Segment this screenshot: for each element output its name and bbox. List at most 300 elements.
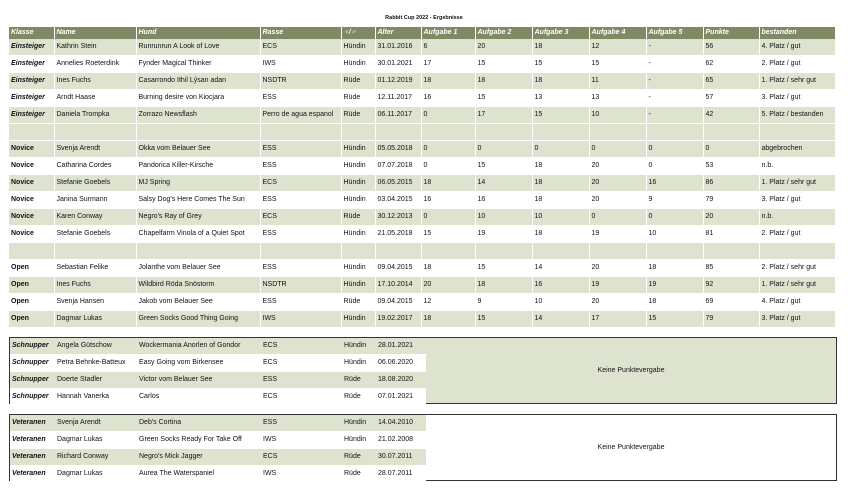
table-cell: 0 — [421, 141, 475, 158]
table-cell: 57 — [703, 90, 759, 107]
table-cell: Rüde — [341, 107, 375, 124]
table-cell — [341, 243, 375, 260]
table-cell: ECS — [260, 175, 341, 192]
table-cell: ESS — [261, 415, 342, 432]
class-cell: Einsteiger — [9, 56, 54, 73]
table-cell: Sebastian Felike — [54, 260, 136, 277]
table-cell: Stefanie Goebels — [54, 226, 136, 243]
table-cell: 20 — [589, 192, 646, 209]
table-cell: 86 — [703, 175, 759, 192]
table-cell: IWS — [260, 311, 341, 328]
table-row — [9, 141, 835, 158]
table-cell: - — [646, 73, 703, 90]
table-cell: Rüde — [341, 209, 375, 226]
schnupper-note: Keine Punktevergabe — [597, 367, 665, 374]
class-cell: Open — [9, 260, 54, 277]
table-cell: ECS — [261, 338, 342, 355]
table-cell: 15 — [475, 260, 532, 277]
table-cell: 18 — [532, 158, 589, 175]
veteranen-table — [10, 415, 426, 483]
table-cell: 18 — [532, 175, 589, 192]
table-cell: ESS — [260, 226, 341, 243]
table-cell: 15 — [475, 158, 532, 175]
table-cell: 07.07.2018 — [375, 158, 421, 175]
column-header: Aufgabe 2 — [475, 27, 532, 39]
class-cell: Schnupper — [10, 372, 55, 389]
table-cell: 18 — [475, 73, 532, 90]
table-cell: ESS — [260, 158, 341, 175]
column-header: Aufgabe 5 — [646, 27, 703, 39]
class-cell: Veteranen — [10, 449, 55, 466]
table-cell: 15 — [475, 56, 532, 73]
column-header: Punkte — [703, 27, 759, 39]
table-cell: 79 — [703, 311, 759, 328]
table-cell: 1. Platz / sehr gut — [759, 73, 835, 90]
table-cell: 9 — [646, 192, 703, 209]
table-cell: 09.04.2015 — [375, 294, 421, 311]
table-cell: Rüde — [341, 90, 375, 107]
table-row — [10, 432, 426, 449]
table-cell: 14 — [532, 311, 589, 328]
class-cell: Einsteiger — [9, 73, 54, 90]
table-cell: 06.05.2015 — [375, 175, 421, 192]
table-cell: 0 — [421, 107, 475, 124]
table-cell: 1. Platz / sehr gut — [759, 175, 835, 192]
table-cell: Svenja Arendt — [55, 415, 137, 432]
table-cell: Rüde — [342, 389, 376, 406]
table-cell: Chapelfarm Vinola of a Quiet Spot — [136, 226, 260, 243]
table-row — [10, 415, 426, 432]
table-cell: 09.04.2015 — [375, 260, 421, 277]
table-cell: n.b. — [759, 209, 835, 226]
table-cell: 19.02.2017 — [375, 311, 421, 328]
table-cell: 5. Platz / bestanden — [759, 107, 835, 124]
table-cell: 0 — [703, 141, 759, 158]
table-cell: 28.07.2011 — [376, 466, 426, 483]
table-cell: 15 — [475, 311, 532, 328]
table-cell — [589, 124, 646, 141]
table-cell: Jolanthe vom Belauer See — [136, 260, 260, 277]
table-cell: Dagmar Lukas — [55, 432, 137, 449]
table-cell: 10 — [532, 294, 589, 311]
table-row — [9, 311, 835, 328]
class-cell: Einsteiger — [9, 90, 54, 107]
table-cell: 18 — [532, 39, 589, 56]
class-cell: Veteranen — [10, 466, 55, 483]
table-cell: Easy Going vom Birkensee — [137, 355, 261, 372]
table-cell: 18 — [421, 175, 475, 192]
table-row — [10, 449, 426, 466]
table-cell: Burning desire von Kiocjara — [136, 90, 260, 107]
table-cell: - — [646, 39, 703, 56]
table-cell: 20 — [703, 209, 759, 226]
table-cell: 07.01.2021 — [376, 389, 426, 406]
table-row — [10, 338, 426, 355]
table-cell: 18 — [421, 73, 475, 90]
spacer-row — [9, 243, 835, 260]
table-cell: 53 — [703, 158, 759, 175]
table-cell — [421, 124, 475, 141]
table-cell: NSDTR — [260, 73, 341, 90]
table-cell: 16 — [646, 175, 703, 192]
table-cell: 0 — [475, 141, 532, 158]
table-cell: 0 — [532, 141, 589, 158]
table-cell: 3. Platz / gut — [759, 192, 835, 209]
table-cell: 4. Platz / gut — [759, 294, 835, 311]
table-cell: 20 — [589, 294, 646, 311]
table-cell: Annelies Roeterdink — [54, 56, 136, 73]
class-cell: Veteranen — [10, 432, 55, 449]
table-cell: 15 — [589, 56, 646, 73]
table-cell: Carlos — [137, 389, 261, 406]
table-cell: Catharina Cordes — [54, 158, 136, 175]
table-cell: 15 — [532, 107, 589, 124]
table-cell: 10 — [646, 226, 703, 243]
table-cell: 0 — [421, 158, 475, 175]
class-cell: Open — [9, 311, 54, 328]
column-header: ♀/♂ — [341, 27, 375, 39]
table-cell — [532, 124, 589, 141]
table-cell: Hündin — [341, 158, 375, 175]
table-cell: 15 — [532, 56, 589, 73]
table-cell: 9 — [475, 294, 532, 311]
column-header: Aufgabe 1 — [421, 27, 475, 39]
class-cell: Einsteiger — [9, 107, 54, 124]
table-cell: IWS — [261, 432, 342, 449]
table-cell: IWS — [260, 56, 341, 73]
table-cell: Hündin — [341, 175, 375, 192]
schnupper-table — [10, 338, 426, 406]
table-cell: 2. Platz / sehr gut — [759, 260, 835, 277]
column-header: bestanden — [759, 27, 835, 39]
table-cell — [532, 243, 589, 260]
table-cell — [589, 243, 646, 260]
table-cell: 6 — [421, 39, 475, 56]
table-cell: Runrunrun A Look of Love — [136, 39, 260, 56]
class-cell: Open — [9, 277, 54, 294]
table-cell — [375, 124, 421, 141]
table-cell: 13 — [532, 90, 589, 107]
table-row — [9, 73, 835, 90]
table-cell: Wockermania Anorlen of Gondor — [137, 338, 261, 355]
class-cell: Novice — [9, 141, 54, 158]
table-cell: ECS — [260, 39, 341, 56]
table-cell: Fynder Magical Thinker — [136, 56, 260, 73]
table-cell: 17 — [589, 311, 646, 328]
table-cell — [54, 124, 136, 141]
table-cell: 16 — [532, 277, 589, 294]
spacer-row — [9, 124, 835, 141]
table-cell: Wildbird Röda Snöstorm — [136, 277, 260, 294]
table-row — [9, 158, 835, 175]
table-cell: Doerte Stadler — [55, 372, 137, 389]
table-cell: ECS — [261, 355, 342, 372]
table-cell — [475, 243, 532, 260]
class-cell — [9, 124, 54, 141]
table-cell: Okka vom Belauer See — [136, 141, 260, 158]
table-cell: Hündin — [341, 56, 375, 73]
table-row — [9, 226, 835, 243]
table-cell: Hündin — [342, 338, 376, 355]
column-header: Klasse — [9, 27, 54, 39]
table-row — [9, 294, 835, 311]
class-cell — [9, 243, 54, 260]
table-cell: 0 — [421, 209, 475, 226]
table-cell: MJ Spring — [136, 175, 260, 192]
table-row — [9, 192, 835, 209]
veteranen-note: Keine Punktevergabe — [426, 415, 836, 480]
table-cell: Dagmar Lukas — [55, 466, 137, 483]
table-cell: Ines Fuchs — [54, 277, 136, 294]
table-cell: 19 — [589, 226, 646, 243]
table-cell: 05.05.2018 — [375, 141, 421, 158]
results-table — [9, 27, 836, 328]
table-cell: 42 — [703, 107, 759, 124]
table-cell: Jakob vom Belauer See — [136, 294, 260, 311]
table-cell: 18 — [646, 260, 703, 277]
table-cell: Rüde — [341, 294, 375, 311]
table-cell: Richard Conway — [55, 449, 137, 466]
table-cell: Salsy Dog's Here Comes The Sun — [136, 192, 260, 209]
table-cell: Hündin — [341, 192, 375, 209]
table-row — [9, 39, 835, 56]
table-cell: 10 — [532, 209, 589, 226]
table-row — [9, 90, 835, 107]
class-cell: Schnupper — [10, 389, 55, 406]
class-cell: Novice — [9, 175, 54, 192]
table-cell — [759, 124, 835, 141]
table-row — [9, 175, 835, 192]
table-cell: Dagmar Lukas — [54, 311, 136, 328]
table-cell: 19 — [589, 277, 646, 294]
table-cell: Hündin — [341, 226, 375, 243]
table-row — [9, 209, 835, 226]
table-cell: 19 — [475, 226, 532, 243]
table-row — [10, 372, 426, 389]
table-cell: 65 — [703, 73, 759, 90]
table-cell: ECS — [260, 209, 341, 226]
table-cell: Hannah Vanerka — [55, 389, 137, 406]
table-cell: 14 — [475, 175, 532, 192]
veteranen-section — [9, 414, 837, 481]
table-cell: 06.06.2020 — [376, 355, 426, 372]
table-cell: - — [646, 107, 703, 124]
schnupper-section — [9, 337, 837, 404]
table-cell: ECS — [261, 449, 342, 466]
table-cell — [759, 243, 835, 260]
table-cell: Hündin — [341, 277, 375, 294]
table-cell: 13 — [589, 90, 646, 107]
table-cell: 3. Platz / gut — [759, 311, 835, 328]
table-cell: 18 — [532, 73, 589, 90]
table-cell: 16 — [475, 192, 532, 209]
table-cell — [260, 124, 341, 141]
table-cell: Daniela Trompka — [54, 107, 136, 124]
table-cell: n.b. — [759, 158, 835, 175]
table-cell: Aurea The Waterspaniel — [137, 466, 261, 483]
column-header: Name — [54, 27, 136, 39]
table-cell: ESS — [260, 192, 341, 209]
table-cell: 06.11.2017 — [375, 107, 421, 124]
table-cell: 12 — [589, 39, 646, 56]
table-cell: 81 — [703, 226, 759, 243]
table-cell: ESS — [260, 90, 341, 107]
class-cell: Schnupper — [10, 338, 55, 355]
table-cell: Deb's Cortina — [137, 415, 261, 432]
table-cell — [136, 243, 260, 260]
table-cell: NSDTR — [260, 277, 341, 294]
table-cell: 0 — [589, 209, 646, 226]
table-cell: 14.04.2010 — [376, 415, 426, 432]
table-cell: Janina Surmann — [54, 192, 136, 209]
table-cell: 18 — [421, 260, 475, 277]
table-cell: Angela Gütschow — [55, 338, 137, 355]
table-row — [10, 389, 426, 406]
table-cell: 0 — [646, 141, 703, 158]
table-cell: 10 — [475, 209, 532, 226]
table-cell: 30.07.2011 — [376, 449, 426, 466]
table-cell: Victor vom Belauer See — [137, 372, 261, 389]
table-cell: Rüde — [342, 466, 376, 483]
table-cell: Kathrin Stein — [54, 39, 136, 56]
table-cell: 20 — [589, 260, 646, 277]
table-cell: 30.01.2021 — [375, 56, 421, 73]
table-cell: Hündin — [342, 432, 376, 449]
table-row — [10, 355, 426, 372]
table-cell — [54, 243, 136, 260]
table-cell: 31.01.2016 — [375, 39, 421, 56]
table-cell: 4. Platz / gut — [759, 39, 835, 56]
table-cell: 19 — [646, 277, 703, 294]
table-cell: Arndt Haase — [54, 90, 136, 107]
table-cell: 62 — [703, 56, 759, 73]
class-cell: Novice — [9, 226, 54, 243]
table-cell: 18 — [532, 192, 589, 209]
table-cell: Ines Fuchs — [54, 73, 136, 90]
table-cell: 12 — [421, 294, 475, 311]
table-cell: Hündin — [341, 311, 375, 328]
table-cell: 3. Platz / gut — [759, 90, 835, 107]
table-cell — [341, 124, 375, 141]
table-cell: 18.08.2020 — [376, 372, 426, 389]
table-cell: 15 — [646, 311, 703, 328]
class-cell: Novice — [9, 209, 54, 226]
table-cell: 30.12.2013 — [375, 209, 421, 226]
table-cell: 20 — [589, 158, 646, 175]
table-cell: 2. Platz / gut — [759, 56, 835, 73]
table-cell: Perro de agua espanol — [260, 107, 341, 124]
table-cell: 11 — [589, 73, 646, 90]
table-cell: 0 — [589, 141, 646, 158]
table-cell: Rüde — [342, 372, 376, 389]
table-cell: ECS — [261, 389, 342, 406]
table-cell: 12.11.2017 — [375, 90, 421, 107]
table-cell — [375, 243, 421, 260]
table-cell: 21.05.2018 — [375, 226, 421, 243]
table-cell: Negro's Ray of Grey — [136, 209, 260, 226]
table-cell: 01.12.2019 — [375, 73, 421, 90]
table-cell: 17 — [421, 56, 475, 73]
table-cell: Green Socks Good Thing Going — [136, 311, 260, 328]
class-cell: Veteranen — [10, 415, 55, 432]
table-cell — [703, 124, 759, 141]
column-header: Rasse — [260, 27, 341, 39]
class-cell: Novice — [9, 158, 54, 175]
table-cell: Hündin — [341, 141, 375, 158]
table-cell — [646, 124, 703, 141]
table-cell: 0 — [646, 158, 703, 175]
table-cell: - — [646, 56, 703, 73]
table-cell: Casarrondo Ithil Lýsan adan — [136, 73, 260, 90]
table-cell: Svenja Arendt — [54, 141, 136, 158]
table-cell: 79 — [703, 192, 759, 209]
table-cell: ESS — [260, 294, 341, 311]
table-cell: IWS — [261, 466, 342, 483]
table-cell — [646, 243, 703, 260]
table-cell: - — [646, 90, 703, 107]
table-cell — [475, 124, 532, 141]
table-cell: Svenja Hansen — [54, 294, 136, 311]
column-header: Aufgabe 4 — [589, 27, 646, 39]
table-row — [9, 107, 835, 124]
table-cell: Negro's Mick Jagger — [137, 449, 261, 466]
table-cell: 03.04.2015 — [375, 192, 421, 209]
table-row — [9, 277, 835, 294]
table-cell: 20 — [421, 277, 475, 294]
table-cell: 2. Platz / gut — [759, 226, 835, 243]
class-cell: Schnupper — [10, 355, 55, 372]
table-cell — [136, 124, 260, 141]
table-cell: 85 — [703, 260, 759, 277]
table-cell: ESS — [260, 141, 341, 158]
table-cell: Petra Behnke-Batteux — [55, 355, 137, 372]
table-cell: 0 — [646, 209, 703, 226]
table-row — [9, 260, 835, 277]
table-cell: 69 — [703, 294, 759, 311]
column-header: Alter — [375, 27, 421, 39]
table-cell: 15 — [475, 90, 532, 107]
table-cell: 20 — [589, 175, 646, 192]
table-cell: Rüde — [342, 449, 376, 466]
table-cell: 14 — [532, 260, 589, 277]
table-cell: Green Socks Ready For Take Off — [137, 432, 261, 449]
table-cell: abgebrochen — [759, 141, 835, 158]
header-row — [9, 27, 835, 39]
table-cell: Hündin — [341, 39, 375, 56]
table-cell — [703, 243, 759, 260]
table-cell: 21.02.2008 — [376, 432, 426, 449]
table-cell: Rüde — [341, 73, 375, 90]
table-cell: 20 — [475, 39, 532, 56]
table-cell: 56 — [703, 39, 759, 56]
table-cell: Karen Conway — [54, 209, 136, 226]
table-cell: Hündin — [342, 415, 376, 432]
table-cell: Pandorica Killer-Kirsche — [136, 158, 260, 175]
table-cell: 28.01.2021 — [376, 338, 426, 355]
table-cell: ESS — [260, 260, 341, 277]
table-cell: 18 — [475, 277, 532, 294]
column-header: Hund — [136, 27, 260, 39]
page-title: Rabbit Cup 2022 - Ergebnisse — [385, 15, 463, 21]
table-cell — [421, 243, 475, 260]
table-cell: 92 — [703, 277, 759, 294]
table-cell: 1. Platz / sehr gut — [759, 277, 835, 294]
table-cell: Zorrazo Newsflash — [136, 107, 260, 124]
table-cell: 16 — [421, 192, 475, 209]
table-cell: Hündin — [342, 355, 376, 372]
table-cell: 18 — [646, 294, 703, 311]
table-cell: Hündin — [341, 260, 375, 277]
